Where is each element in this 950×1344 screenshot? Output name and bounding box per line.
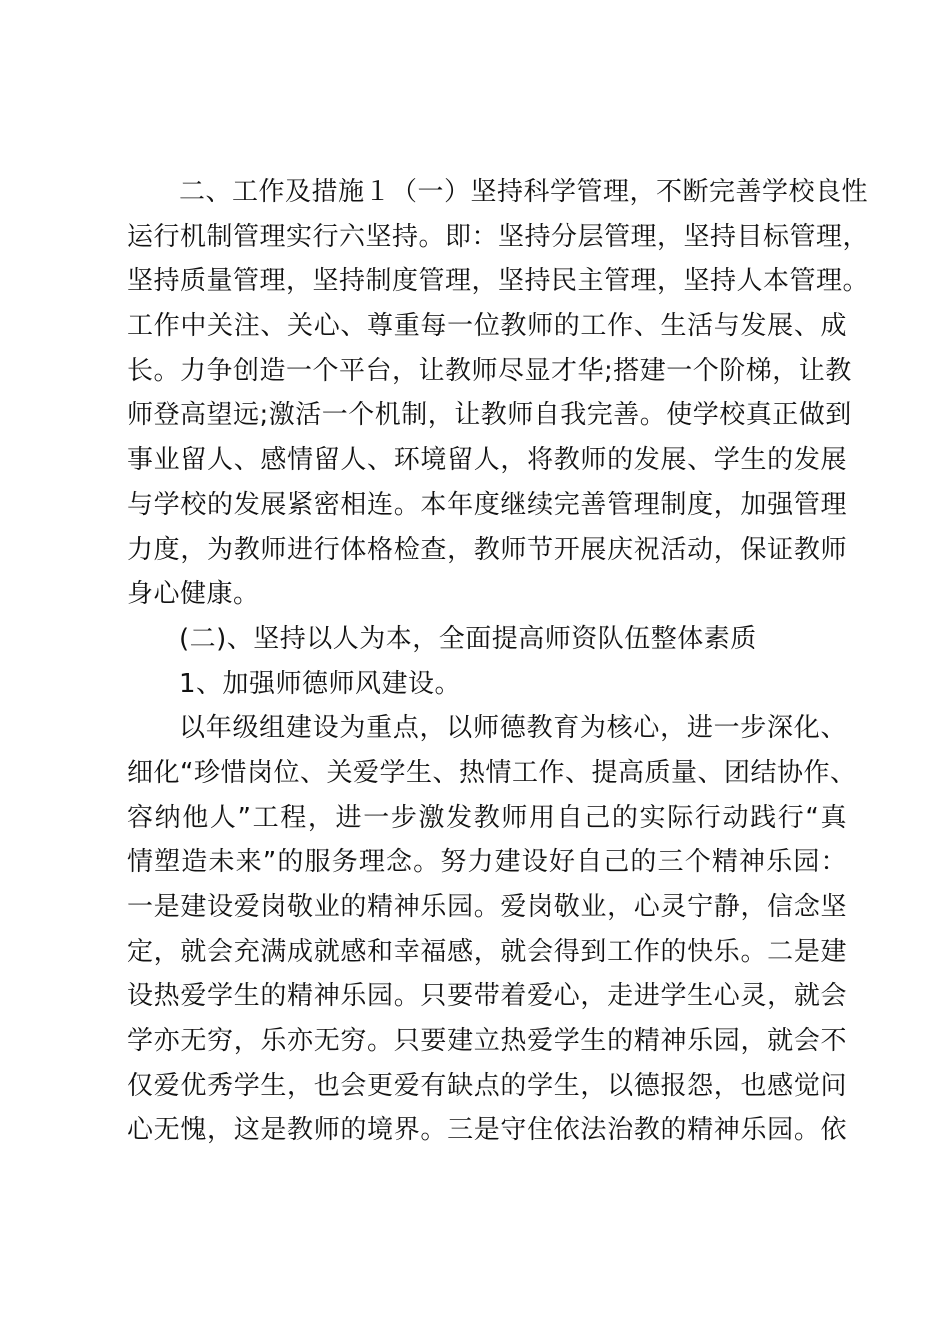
text-line: 细化“珍惜岗位、关爱学生、热情工作、提高质量、团结协作、 [127,757,857,788]
text-line: 与学校的发展紧密相连。本年度继续完善管理制度，加强管理 [127,489,847,520]
text-line: 容纳他人”工程，进一步激发教师用自己的实际行动践行“真 [127,802,847,833]
text-line: 设热爱学生的精神乐园。只要带着爱心，走进学生心灵，就会 [127,981,847,1012]
text-line: 师登高望远;激活一个机制，让教师自我完善。使学校真正做到 [127,400,852,431]
document-body [127,170,870,1153]
text-line: 以年级组建设为重点，以师德教育为核心，进一步深化、 [179,713,847,744]
text-line: 坚持质量管理，坚持制度管理，坚持民主管理，坚持人本管理。 [127,266,870,297]
text-line: 一是建设爱岗敬业的精神乐园。爱岗敬业，心灵宁静，信念坚 [127,892,847,922]
text-line: 工作中关注、关心、尊重每一位教师的工作、生活与发展、成 [127,311,847,342]
text-line: 学亦无穷，乐亦无穷。只要建立热爱学生的精神乐园，就会不 [127,1026,847,1057]
text-line: 心无愧，这是教师的境界。三是守住依法治教的精神乐园。依 [127,1115,847,1146]
text-line: 长。力争创造一个平台，让教师尽显才华;搭建一个阶梯，让教 [127,355,852,386]
text-line: 力度，为教师进行体格检查，教师节开展庆祝活动，保证教师 [127,534,847,565]
text-line: 二、工作及措施１（一）坚持科学管理，不断完善学校良性 [179,177,869,207]
text-line: 身心健康。 [127,579,260,610]
subsection-heading: 1、加强师德师风建设。 [179,668,462,699]
text-line: 事业留人、感情留人、环境留人，将教师的发展、学生的发展 [127,445,847,476]
text-line: 定，就会充满成就感和幸福感，就会得到工作的快乐。二是建 [127,936,847,967]
section-heading: (二)、坚持以人为本，全面提高师资队伍整体素质 [179,623,757,654]
text-line: 仅爱优秀学生，也会更爱有缺点的学生，以德报怨，也感觉问 [127,1070,847,1101]
text-line: 情塑造未来”的服务理念。努力建设好自己的三个精神乐园： [127,847,847,878]
text-line: 运行机制管理实行六坚持。即：坚持分层管理，坚持目标管理， [127,221,870,252]
